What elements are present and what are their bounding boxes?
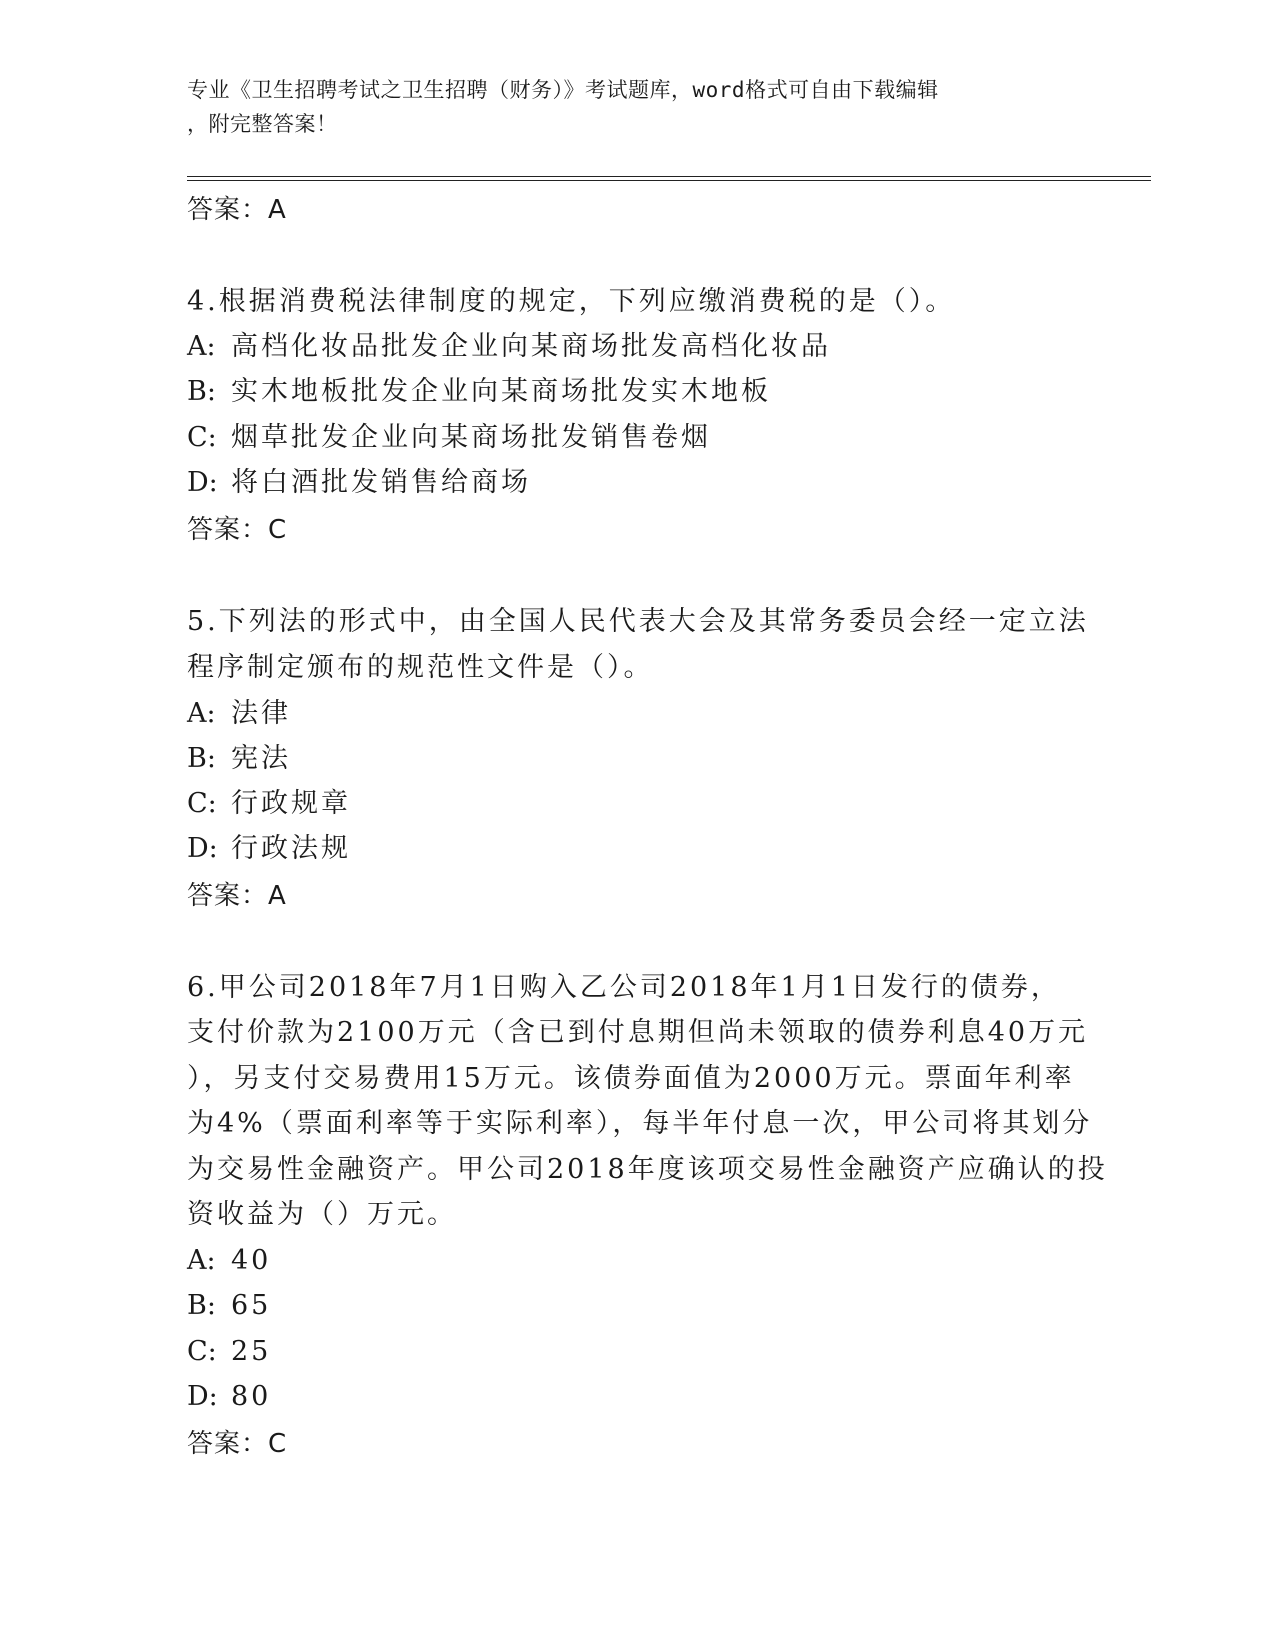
option-text: 将白酒批发销售给商场 [231, 467, 531, 498]
option-text: 80 [231, 1381, 272, 1412]
option-letter: B: [187, 1290, 216, 1321]
question-6-stem-line-3: ），另支付交易费用15万元。该债券面值为2000万元。票面年利率 [187, 1063, 1075, 1094]
option-letter: A: [187, 1245, 216, 1276]
question-5-answer: 答案：A [187, 881, 287, 911]
question-6-option-a [187, 1243, 271, 1279]
question-6-answer: 答案：C [187, 1429, 288, 1459]
question-5-option-b [187, 741, 291, 777]
question-6-stem-line-5: 为交易性金融资产。甲公司2018年度该项交易性金融资产应确认的投 [187, 1154, 1108, 1185]
question-5-option-a [187, 696, 291, 732]
question-5-option-d [187, 831, 351, 867]
option-letter: D: [187, 467, 218, 498]
header-divider-top [187, 176, 1151, 177]
option-letter: D: [187, 1381, 218, 1412]
option-text: 65 [231, 1290, 272, 1321]
option-letter: B: [187, 743, 216, 774]
question-4-option-b [187, 374, 771, 410]
previous-question-answer: 答案：A [187, 195, 287, 225]
option-letter: C: [187, 1336, 217, 1367]
question-4-option-a [187, 329, 831, 365]
option-letter: C: [187, 788, 217, 819]
question-6-stem-line-4: 为4%（票面利率等于实际利率），每半年付息一次，甲公司将其划分 [187, 1108, 1093, 1139]
option-text: 行政规章 [231, 788, 351, 819]
question-5-stem-line-1: 5.下列法的形式中，由全国人民代表大会及其常务委员会经一定立法 [187, 606, 1089, 637]
question-6-stem-line-6: 资收益为（）万元。 [187, 1199, 457, 1230]
option-text: 法律 [231, 698, 291, 729]
question-4-option-d [187, 465, 531, 501]
option-text: 烟草批发企业向某商场批发销售卷烟 [231, 422, 711, 453]
question-6-option-c [187, 1334, 271, 1370]
header-divider-bottom [187, 180, 1151, 181]
question-6-option-d [187, 1379, 271, 1415]
question-5-option-c [187, 786, 351, 822]
question-4-option-c [187, 420, 711, 456]
question-6-stem-line-1: 6.甲公司2018年7月1日购入乙公司2018年1月1日发行的债券， [187, 972, 1061, 1003]
option-text: 实木地板批发企业向某商场批发实木地板 [231, 376, 771, 407]
question-4-answer: 答案：C [187, 515, 288, 545]
question-6-stem-line-2: 支付价款为2100万元（含已到付息期但尚未领取的债券利息40万元 [187, 1017, 1089, 1048]
option-text: 40 [231, 1245, 272, 1276]
option-letter: A: [187, 331, 216, 362]
option-text: 行政法规 [231, 833, 351, 864]
option-text: 25 [231, 1336, 272, 1367]
option-text: 宪法 [231, 743, 291, 774]
option-letter: B: [187, 376, 216, 407]
option-letter: A: [187, 698, 216, 729]
option-letter: C: [187, 422, 217, 453]
document-header-line-2: ，附完整答案！ [187, 112, 338, 136]
option-text: 高档化妆品批发企业向某商场批发高档化妆品 [231, 331, 831, 362]
document-header-line-1: 专业《卫生招聘考试之卫生招聘（财务）》考试题库，word格式可自由下载编辑 [187, 78, 939, 102]
option-letter: D: [187, 833, 218, 864]
question-6-option-b [187, 1288, 271, 1324]
question-4-stem: 4.根据消费税法律制度的规定，下列应缴消费税的是（）。 [187, 286, 956, 317]
question-5-stem-line-2: 程序制定颁布的规范性文件是（）。 [187, 652, 654, 683]
